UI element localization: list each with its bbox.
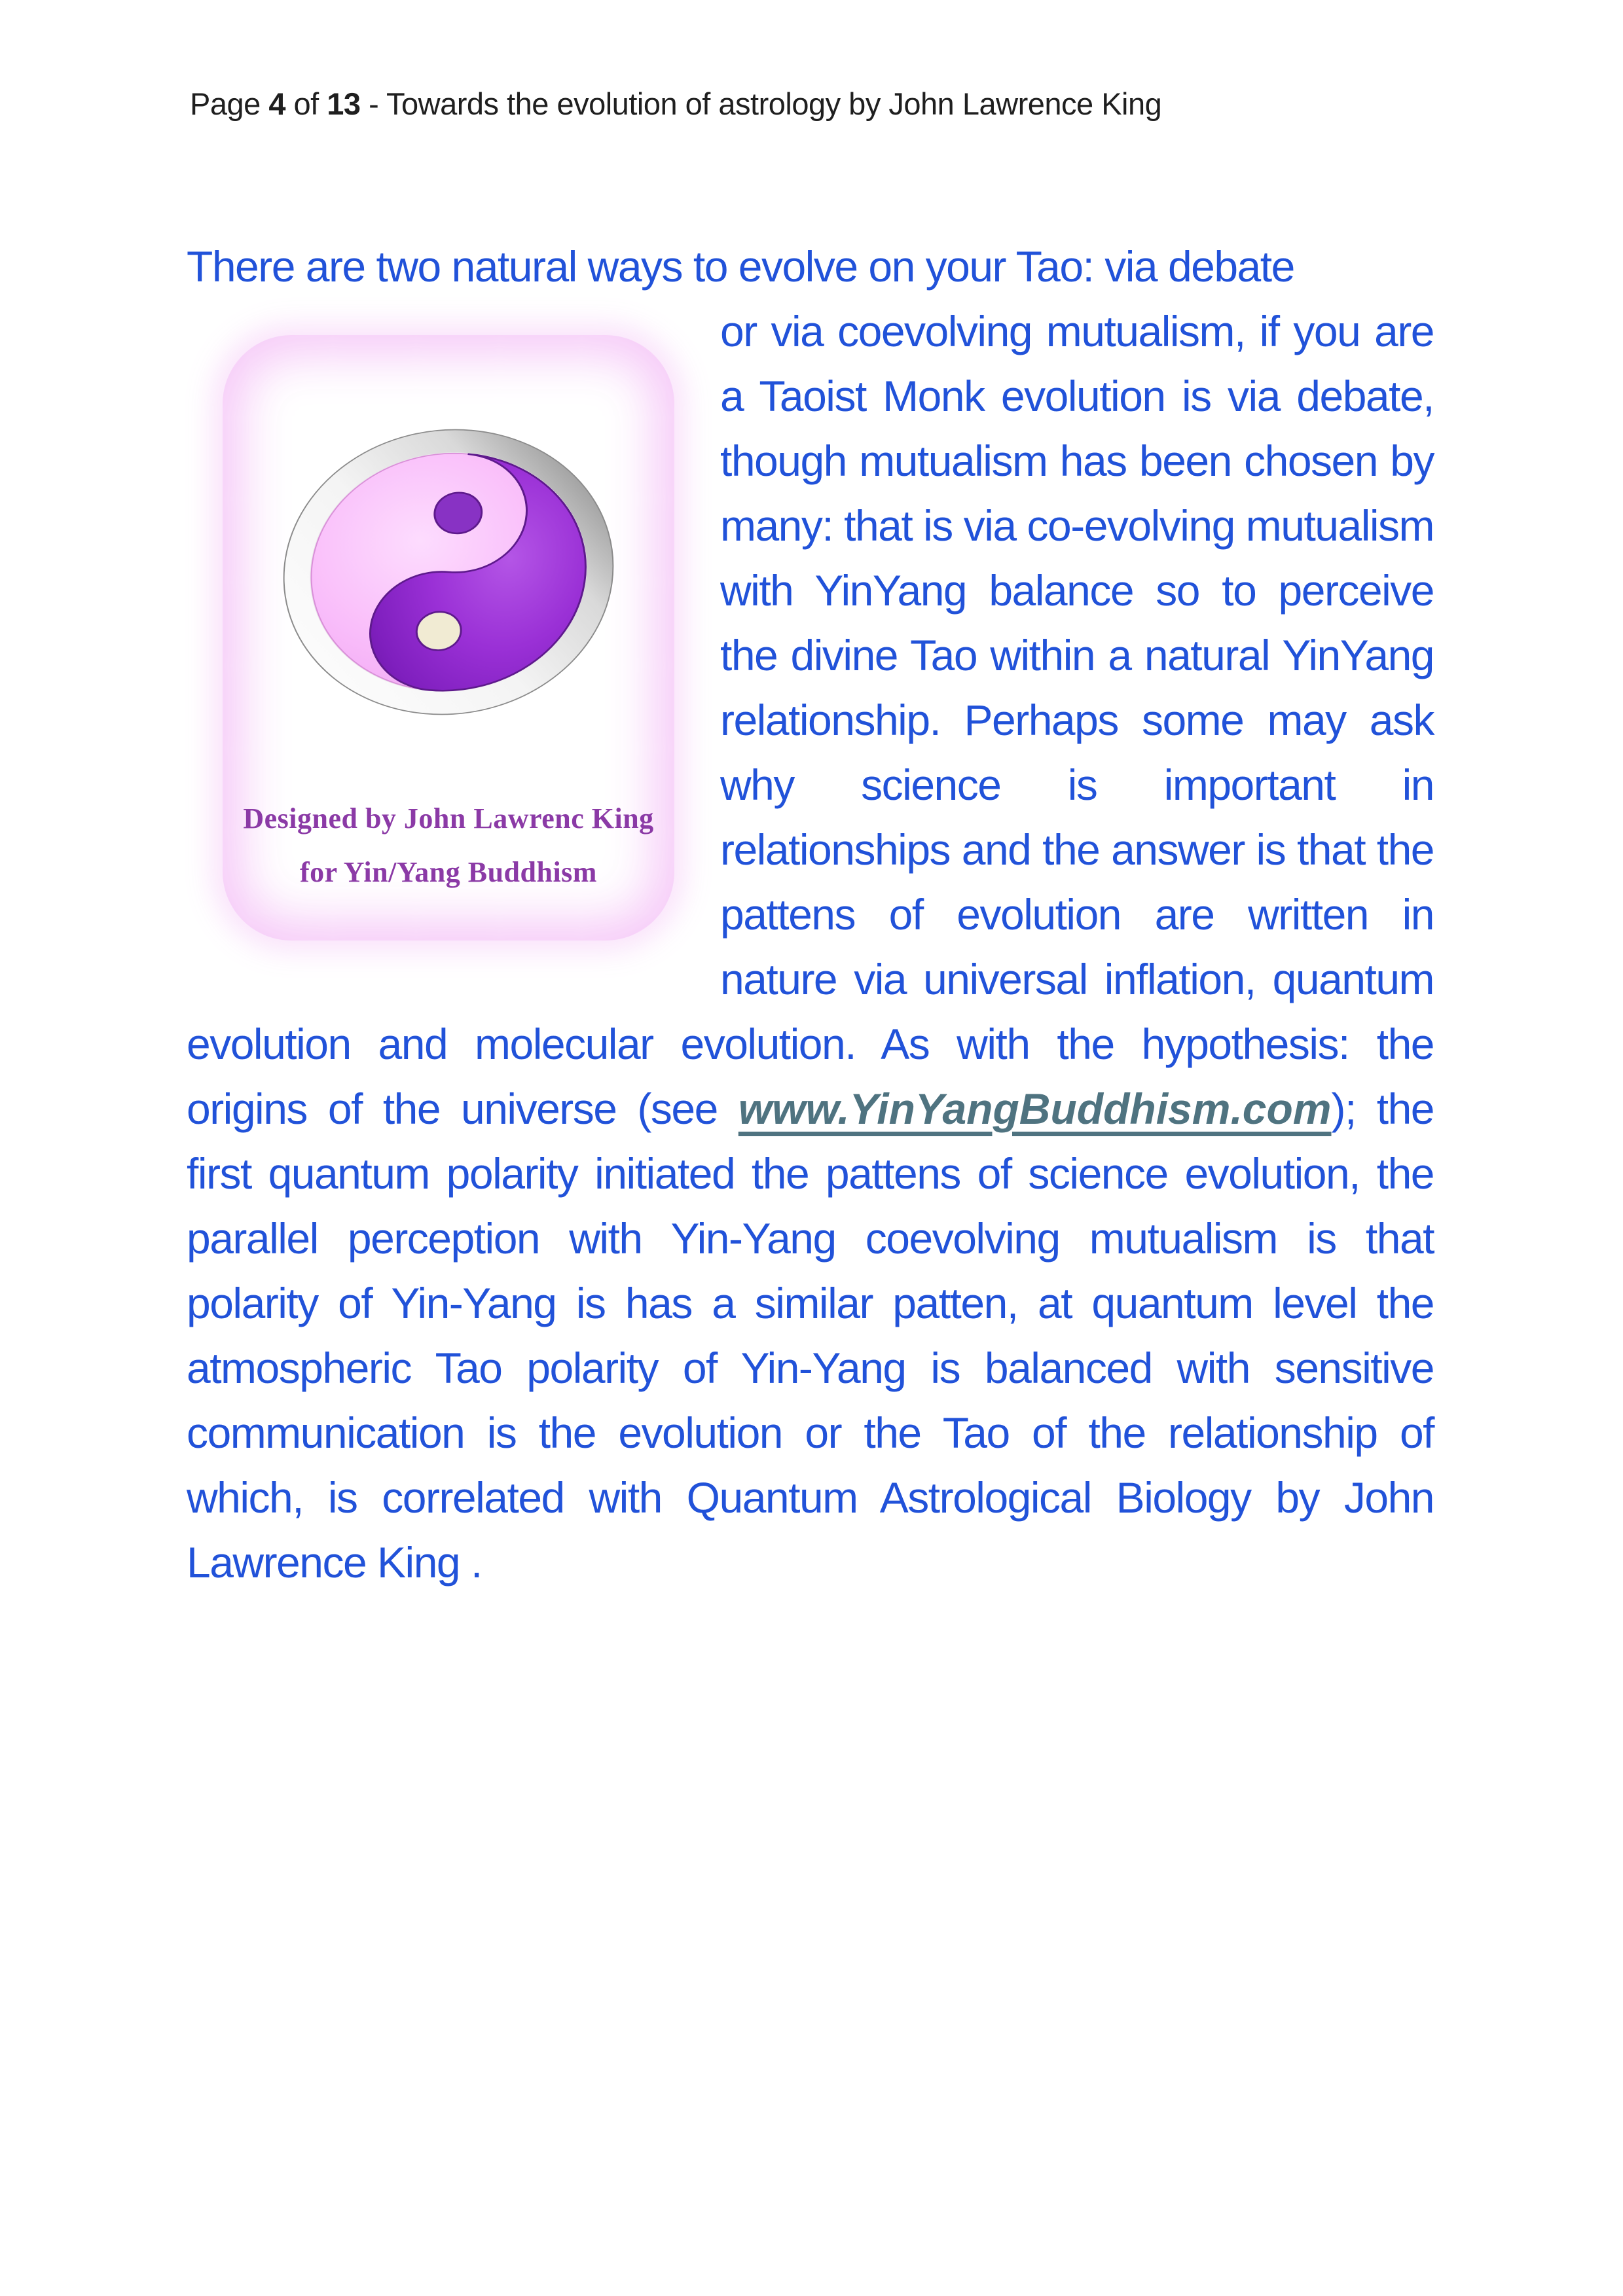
- body-text-after-link: ); the first quantum polarity initiated the pattens of science evolution, the parallel perception with Yin-Yang coevolving mutualism is that polarity of Yin-Yang is has a similar patten, at quantum level the atmospheric Tao polarity of Yin-Yang is balanced with sensitive communication is the evolution or the Tao of the relationship of which, is correlated with Quantum Astrological Biology by John Lawrence King .: [187, 1085, 1434, 1587]
- header-document-title: - Towards the evolution of astrology by John Lawrence King: [360, 86, 1162, 121]
- article-body: [187, 234, 1434, 1595]
- figure-caption-line2: for Yin/Yang Buddhism: [300, 856, 597, 888]
- header-of-label: of: [285, 86, 327, 121]
- body-text-before-link: or via coevolving mutualism, if you are a Taoist Monk evolution is via debate, though mutualism has been chosen by many: that is via co-evolving mutualism with YinYang balance so to perceive the divine Tao within a natural YinYang relationship. Perhaps some may ask why science is important in relationships and the answer is that the pattens of evolution are written in nature via universal inflation, quantum evolution and molecular evolution. As with the hypothesis: the origins of the universe (see: [187, 307, 1434, 1133]
- intro-paragraph: There are two natural ways to evolve on your Tao: via debate: [187, 242, 1294, 291]
- yin-yang-icon: [239, 387, 658, 761]
- header-page-current: 4: [268, 86, 285, 121]
- figure-caption: [223, 792, 674, 899]
- header-page-label: Page: [190, 86, 269, 121]
- header-page-total: 13: [327, 86, 361, 121]
- page-header: [190, 85, 1161, 124]
- figure-caption-line1: Designed by John Lawrenc King: [243, 802, 654, 834]
- website-link[interactable]: www.YinYangBuddhism.com: [738, 1085, 1332, 1133]
- yin-yang-figure: [223, 335, 674, 941]
